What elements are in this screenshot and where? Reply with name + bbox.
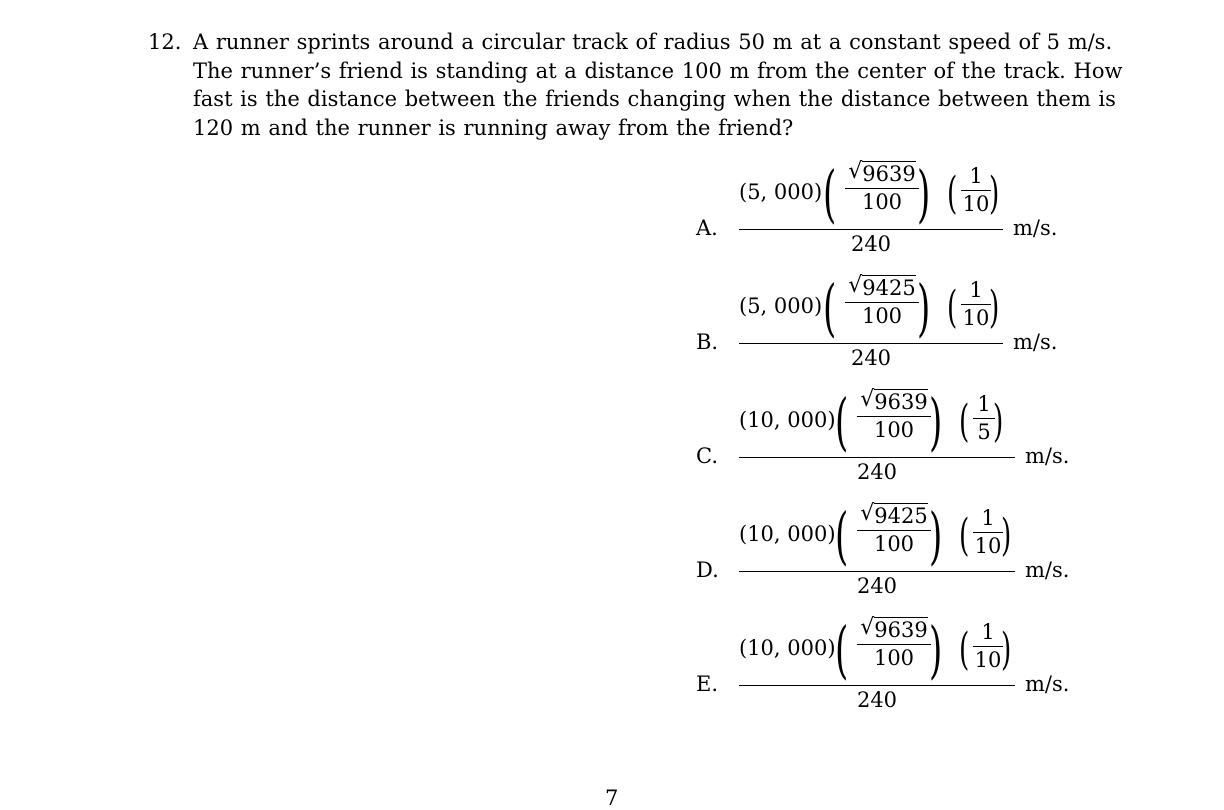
option-letter: C. xyxy=(696,444,718,468)
question-line: The runner’s friend is standing at a distance 100 m from the center of the track. How xyxy=(193,58,1123,83)
denominator: 240 xyxy=(850,346,892,370)
sqrt-argument: 9425 xyxy=(874,504,928,528)
fraction xyxy=(739,272,1003,372)
option-letter: D. xyxy=(696,558,719,582)
left-paren: ( xyxy=(959,510,970,561)
rate-numerator: 1 xyxy=(969,278,983,302)
sqrt-denominator: 100 xyxy=(873,418,915,442)
right-paren: ) xyxy=(917,157,931,230)
right-paren: ) xyxy=(989,282,1000,333)
answer-option[interactable] xyxy=(696,272,1096,372)
left-paren: ( xyxy=(959,624,970,675)
left-paren: ( xyxy=(959,396,970,447)
fraction-bar xyxy=(739,457,1015,458)
left-paren: ( xyxy=(835,499,849,572)
rate-numerator: 1 xyxy=(977,392,991,416)
coefficient: (10, 000) xyxy=(739,522,836,546)
denominator: 240 xyxy=(850,232,892,256)
rate-numerator: 1 xyxy=(981,620,995,644)
left-paren: ( xyxy=(823,157,837,230)
fraction-bar xyxy=(739,571,1015,572)
fraction xyxy=(739,614,1015,714)
question-text xyxy=(193,28,1123,142)
fraction-bar xyxy=(739,685,1015,686)
option-letter: B. xyxy=(696,330,719,354)
question-line: 120 m and the runner is running away from the friend? xyxy=(193,115,794,140)
left-paren: ( xyxy=(835,613,849,686)
denominator: 240 xyxy=(856,574,898,598)
rate-denominator: 5 xyxy=(977,420,991,444)
answer-option[interactable] xyxy=(696,386,1096,486)
coefficient: (10, 000) xyxy=(739,408,836,432)
question-line: A runner sprints around a circular track of radius 50 m at a constant speed of 5 m/s. xyxy=(193,30,1113,54)
coefficient: (5, 000) xyxy=(739,294,823,318)
coefficient: (5, 000) xyxy=(739,180,823,204)
option-letter: E. xyxy=(696,672,719,696)
right-paren: ) xyxy=(917,271,931,344)
sqrt-fraction: √ 9425 100 xyxy=(845,274,919,329)
rate-fraction xyxy=(961,276,991,331)
fraction xyxy=(739,500,1015,600)
right-paren: ) xyxy=(929,613,943,686)
rate-numerator: 1 xyxy=(969,164,983,188)
question-line: fast is the distance between the friends changing when the distance between them is xyxy=(193,87,1116,111)
left-paren: ( xyxy=(835,385,849,458)
denominator: 240 xyxy=(856,688,898,712)
right-paren: ) xyxy=(993,396,1004,447)
sqrt-fraction: √ 9425 100 xyxy=(857,502,931,557)
left-paren: ( xyxy=(947,282,958,333)
denominator: 240 xyxy=(856,460,898,484)
answer-option[interactable] xyxy=(696,614,1096,714)
unit: m/s. xyxy=(1025,444,1070,468)
answer-option[interactable] xyxy=(696,158,1096,258)
rate-denominator: 10 xyxy=(962,306,990,330)
sqrt-denominator: 100 xyxy=(861,304,903,328)
sqrt-fraction: √ 9639 100 xyxy=(857,388,931,443)
right-paren: ) xyxy=(989,168,1000,219)
answer-option[interactable] xyxy=(696,500,1096,600)
question-number: 12. xyxy=(148,30,182,54)
rate-fraction xyxy=(961,162,991,217)
rate-fraction xyxy=(973,390,995,445)
left-paren: ( xyxy=(823,271,837,344)
fraction xyxy=(739,158,1003,258)
rate-denominator: 10 xyxy=(962,192,990,216)
sqrt-argument: 9425 xyxy=(862,276,916,300)
sqrt-argument: 9639 xyxy=(862,162,916,186)
option-letter: A. xyxy=(696,216,718,240)
right-paren: ) xyxy=(1001,624,1012,675)
rate-fraction xyxy=(973,504,1003,559)
right-paren: ) xyxy=(929,385,943,458)
fraction-bar xyxy=(739,343,1003,344)
rate-denominator: 10 xyxy=(974,648,1002,672)
fraction-bar xyxy=(739,229,1003,230)
right-paren: ) xyxy=(1001,510,1012,561)
sqrt-fraction: √ 9639 100 xyxy=(857,616,931,671)
right-paren: ) xyxy=(929,499,943,572)
unit: m/s. xyxy=(1013,330,1058,354)
unit: m/s. xyxy=(1013,216,1058,240)
coefficient: (10, 000) xyxy=(739,636,836,660)
fraction xyxy=(739,386,1015,486)
rate-denominator: 10 xyxy=(974,534,1002,558)
sqrt-argument: 9639 xyxy=(874,618,928,642)
sqrt-denominator: 100 xyxy=(873,646,915,670)
unit: m/s. xyxy=(1025,558,1070,582)
sqrt-denominator: 100 xyxy=(873,532,915,556)
sqrt-argument: 9639 xyxy=(874,390,928,414)
page-number: 7 xyxy=(605,786,619,810)
unit: m/s. xyxy=(1025,672,1070,696)
sqrt-fraction: √ 9639 100 xyxy=(845,160,919,215)
rate-numerator: 1 xyxy=(981,506,995,530)
sqrt-denominator: 100 xyxy=(861,190,903,214)
left-paren: ( xyxy=(947,168,958,219)
rate-fraction xyxy=(973,618,1003,673)
